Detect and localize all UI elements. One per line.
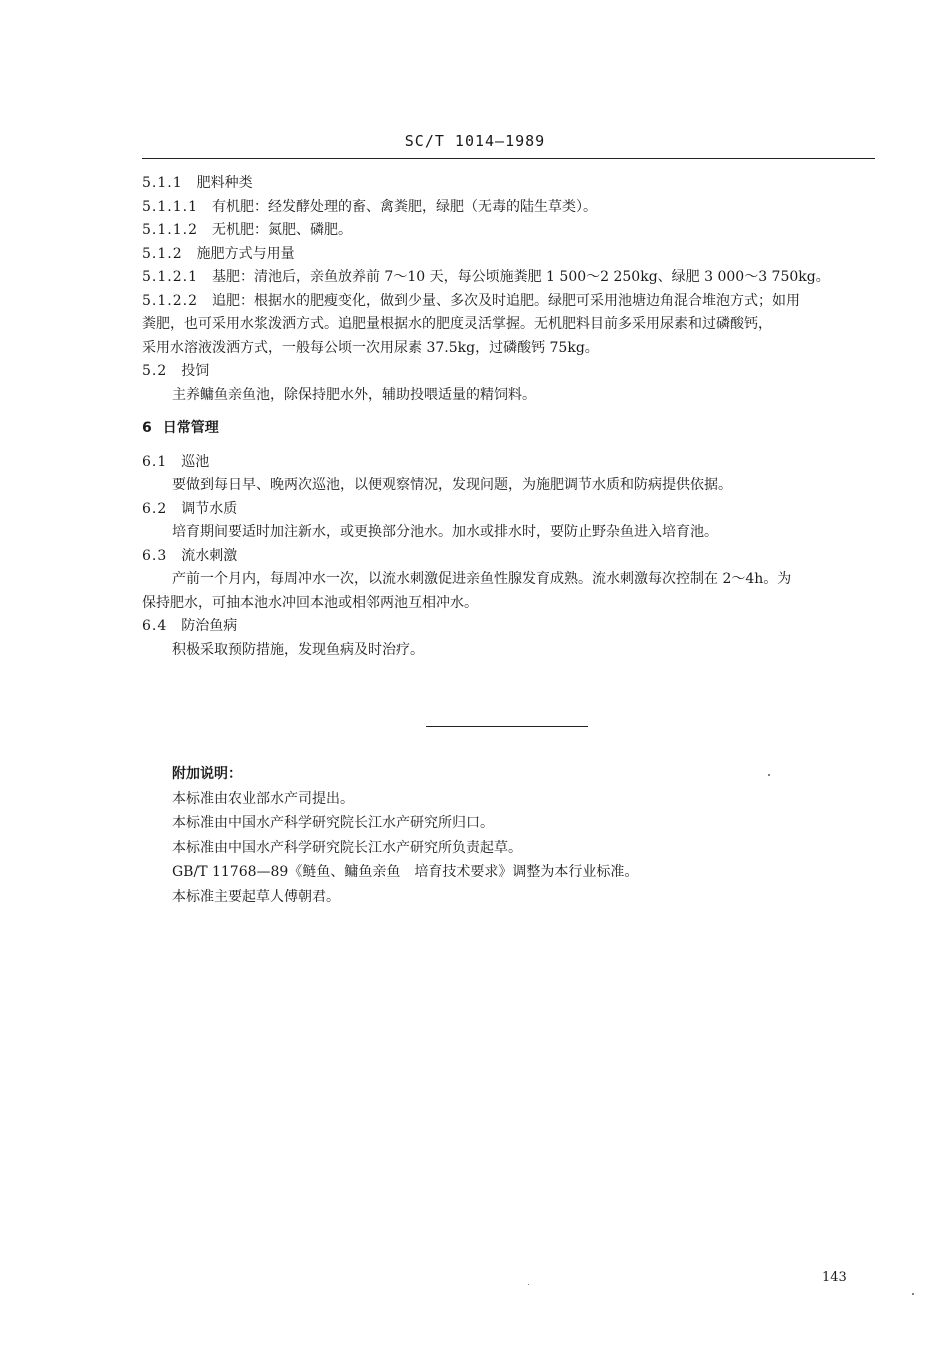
clause-text: 防治鱼病 — [181, 618, 238, 634]
clause-number: 6.4 — [142, 618, 168, 634]
clause-5-2 — [142, 360, 877, 384]
clause-5-1-2-2 — [142, 290, 877, 314]
clause-number: 5.2 — [142, 363, 168, 379]
clause-number: 5.1.2.1 — [142, 269, 198, 285]
clause-text: 无机肥：氮肥、磷肥。 — [211, 222, 352, 238]
clause-5-1-1 — [142, 172, 877, 196]
clause-5-1-1-2 — [142, 219, 877, 243]
clause-text: 流水刺激 — [181, 547, 238, 564]
notes-line: 本标准主要起草人傅朝君。 — [172, 888, 340, 905]
clause-continuation: 粪肥，也可采用水浆泼洒方式。追肥量根据水的肥度灵活掌握。无机肥料目前多采用尿素和过磷酸钙， — [142, 316, 772, 332]
clause-text: 基肥：清池后，亲鱼放养前 7～10 天，每公顷施粪肥 1 500～2 250kg、绿肥 3 000～3 750kg。 — [211, 269, 830, 285]
clause-paragraph: 主养鳙鱼亲鱼池，除保持肥水外，辅助投喂适量的精饲料。 — [172, 386, 536, 403]
section-number: 6 — [142, 420, 153, 436]
main-content — [142, 172, 877, 662]
clause-5-1-1-1 — [142, 196, 877, 220]
clause-number: 5.1.2 — [142, 245, 183, 262]
clause-paragraph: 产前一个月内，每周冲水一次，以流水刺激促进亲鱼性腺发育成熟。流水刺激每次控制在 2～4h。为 — [172, 571, 792, 587]
clause-6-4 — [142, 615, 877, 639]
notes-title: 附加说明： — [172, 766, 242, 782]
additional-notes — [172, 762, 872, 909]
notes-line: GB/T 11768—89《鲢鱼、鳙鱼亲鱼 培育技术要求》调整为本行业标准。 — [172, 864, 639, 880]
clause-paragraph: 积极采取预防措施，发现鱼病及时治疗。 — [172, 641, 424, 658]
notes-line: 本标准由农业部水产司提出。 — [172, 790, 354, 807]
clause-number: 5.1.1.2 — [142, 222, 198, 238]
clause-6-1 — [142, 451, 877, 475]
clause-paragraph: 培育期间要适时加注新水，或更换部分池水。加水或排水时，要防止野杂鱼进入培育池。 — [172, 524, 718, 540]
clause-continuation: 采用水溶液泼洒方式，一般每公顷一次用尿素 37.5kg，过磷酸钙 75kg。 — [142, 339, 599, 356]
clause-number: 5.1.1 — [142, 175, 183, 191]
clause-5-1-2 — [142, 243, 877, 267]
clause-5-1-2-1 — [142, 266, 877, 290]
section-heading — [142, 417, 877, 441]
clause-number: 6.3 — [142, 547, 168, 564]
clause-text: 投饲 — [181, 363, 210, 379]
notes-line: 本标准由中国水产科学研究院长江水产研究所负责起草。 — [172, 839, 522, 856]
clause-number: 5.1.2.2 — [142, 292, 198, 309]
clause-6-3 — [142, 545, 877, 569]
scan-speck — [768, 774, 770, 776]
end-rule — [426, 726, 588, 727]
clause-text: 调节水质 — [181, 500, 238, 517]
clause-number: 6.1 — [142, 453, 168, 470]
scan-speck — [528, 1284, 529, 1285]
clause-text: 巡池 — [181, 453, 210, 470]
page-number: 143 — [822, 1270, 847, 1285]
standard-code-header: SC/T 1014—1989 — [404, 132, 546, 150]
scan-speck — [912, 1293, 914, 1295]
clause-paragraph: 要做到每日早、晚两次巡池，以便观察情况，发现问题，为施肥调节水质和防病提供依据。 — [172, 477, 732, 493]
clause-text: 有机肥：经发酵处理的畜、禽粪肥，绿肥（无毒的陆生草类）。 — [211, 198, 597, 215]
header-rule — [142, 158, 875, 159]
notes-line: 本标准由中国水产科学研究院长江水产研究所归口。 — [172, 815, 494, 831]
clause-text: 肥料种类 — [196, 175, 253, 191]
clause-text: 施肥方式与用量 — [196, 245, 295, 262]
clause-number: 5.1.1.1 — [142, 198, 198, 215]
clause-text: 追肥：根据水的肥瘦变化，做到少量、多次及时追肥。绿肥可采用池塘边角混合堆泡方式；如用 — [211, 292, 800, 309]
clause-6-2 — [142, 498, 877, 522]
clause-number: 6.2 — [142, 500, 168, 517]
clause-continuation: 保持肥水，可抽本池水冲回本池或相邻两池互相冲水。 — [142, 594, 478, 611]
section-title: 日常管理 — [162, 420, 219, 436]
